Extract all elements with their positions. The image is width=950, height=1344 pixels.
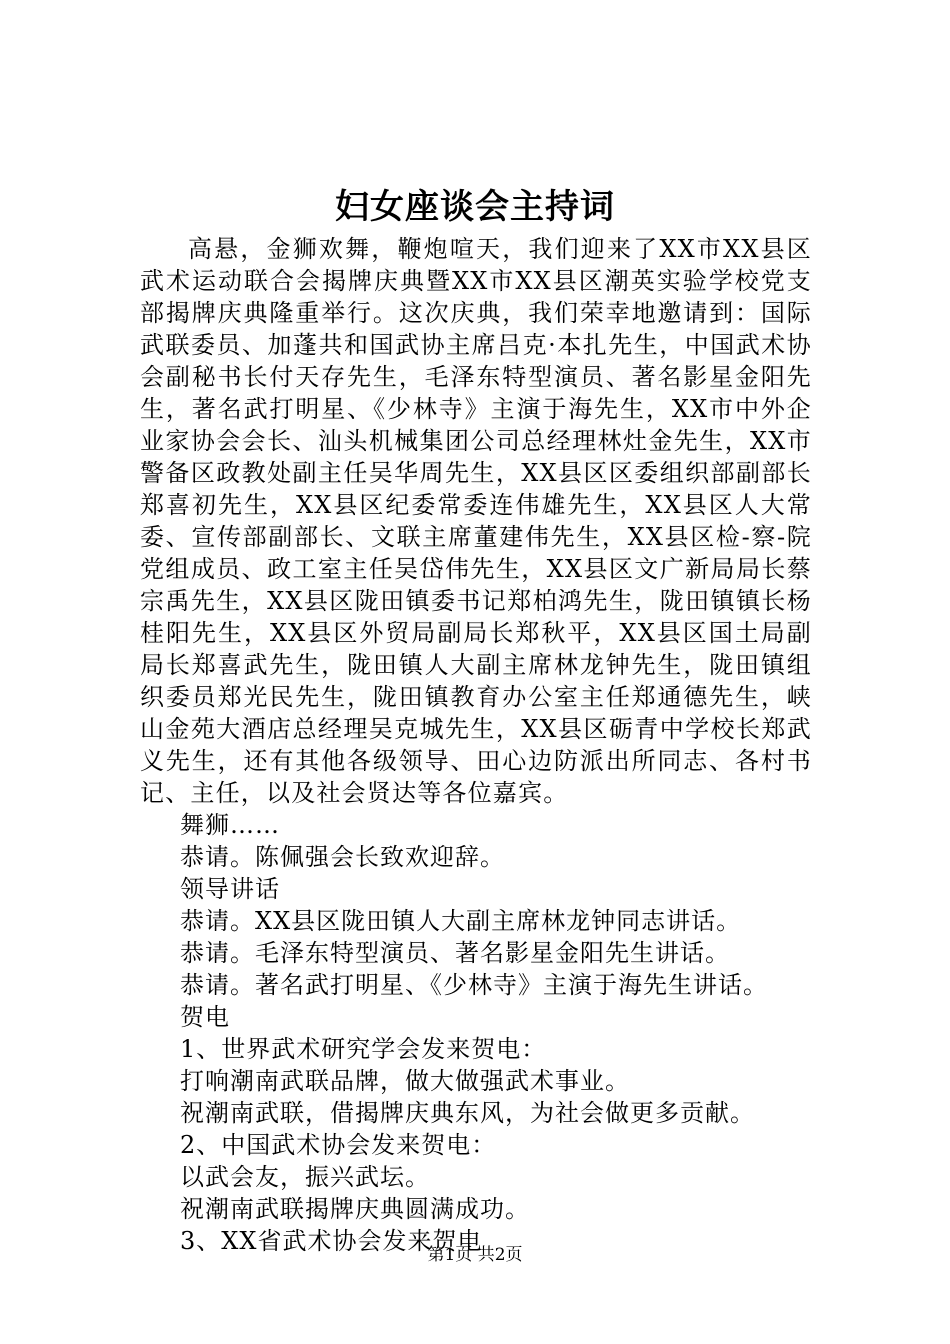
body-line-lion-dance: 舞狮…… bbox=[180, 811, 280, 839]
body-line-welcome-speech: 恭请。陈佩强会长致欢迎辞。 bbox=[180, 843, 505, 871]
body-line-telegram-3-heading: 3、XX省武术协会发来贺电 bbox=[180, 1227, 483, 1255]
document-title: 妇女座谈会主持词 bbox=[335, 187, 615, 227]
body-line-telegram-1-text-b: 祝潮南武联，借揭牌庆典东风，为社会做更多贡献。 bbox=[180, 1099, 755, 1127]
body-line-speech-yu: 恭请。著名武打明星、《少林寺》主演于海先生讲话。 bbox=[180, 971, 768, 999]
body-line-telegram-1-heading: 1、世界武术研究学会发来贺电： bbox=[180, 1035, 547, 1063]
intro-paragraph: 高悬，金狮欢舞，鞭炮喧天，我们迎来了XX市XX县区武术运动联合会揭牌庆典暨XX市XX县区潮英实验学校党支部揭牌庆典隆重举行。这次庆典，我们荣幸地邀请到：国际武联委员、加蓬共和国武协主席吕克·本扎先生，中国武术协会副秘书长付天存先生，毛泽东特型演员、著名影星金阳先生，著名武打明星、《少林寺》主演于海先生，XX市中外企业家协会会长、汕头机械集团公司总经理林灶金先生，XX市警备区政教处副主任吴华周先生，XX县区区委组织部副部长郑喜初先生，XX县区纪委常委连伟雄先生，XX县区人大常委、宣传部副部长、文联主席董建伟先生，XX县区检-察-院党组成员、政工室主任吴岱伟先生，XX县区文广新局局长蔡宗禹先生，XX县区陇田镇委书记郑柏鸿先生，陇田镇镇长杨桂阳先生，XX县区外贸局副局长郑秋平，XX县区国土局副局长郑喜武先生，陇田镇人大副主席林龙钟先生，陇田镇组织委员郑光民先生，陇田镇教育办公室主任郑通德先生，峡山金苑大酒店总经理吴克城先生，XX县区砺青中学校长郑武义先生，还有其他各级领导、田心边防派出所同志、各村书记、主任，以及社会贤达等各位嘉宾。 bbox=[140, 235, 812, 807]
document-body bbox=[140, 233, 812, 1257]
body-line-telegram-2-text-b: 祝潮南武联揭牌庆典圆满成功。 bbox=[180, 1195, 530, 1223]
body-line-speech-jin: 恭请。毛泽东特型演员、著名影星金阳先生讲话。 bbox=[180, 939, 730, 967]
body-line-speech-lin: 恭请。XX县区陇田镇人大副主席林龙钟同志讲话。 bbox=[180, 907, 742, 935]
body-line-leader-speech-heading: 领导讲话 bbox=[180, 875, 280, 903]
page-footer: 第1页 共2页 bbox=[427, 1245, 523, 1265]
body-line-telegram-2-heading: 2、中国武术协会发来贺电： bbox=[180, 1131, 497, 1159]
body-line-telegram-1-text-a: 打响潮南武联品牌，做大做强武术事业。 bbox=[180, 1067, 630, 1095]
body-line-telegram-2-text-a: 以武会友，振兴武坛。 bbox=[180, 1163, 430, 1191]
body-line-telegram-heading: 贺电 bbox=[180, 1003, 230, 1031]
